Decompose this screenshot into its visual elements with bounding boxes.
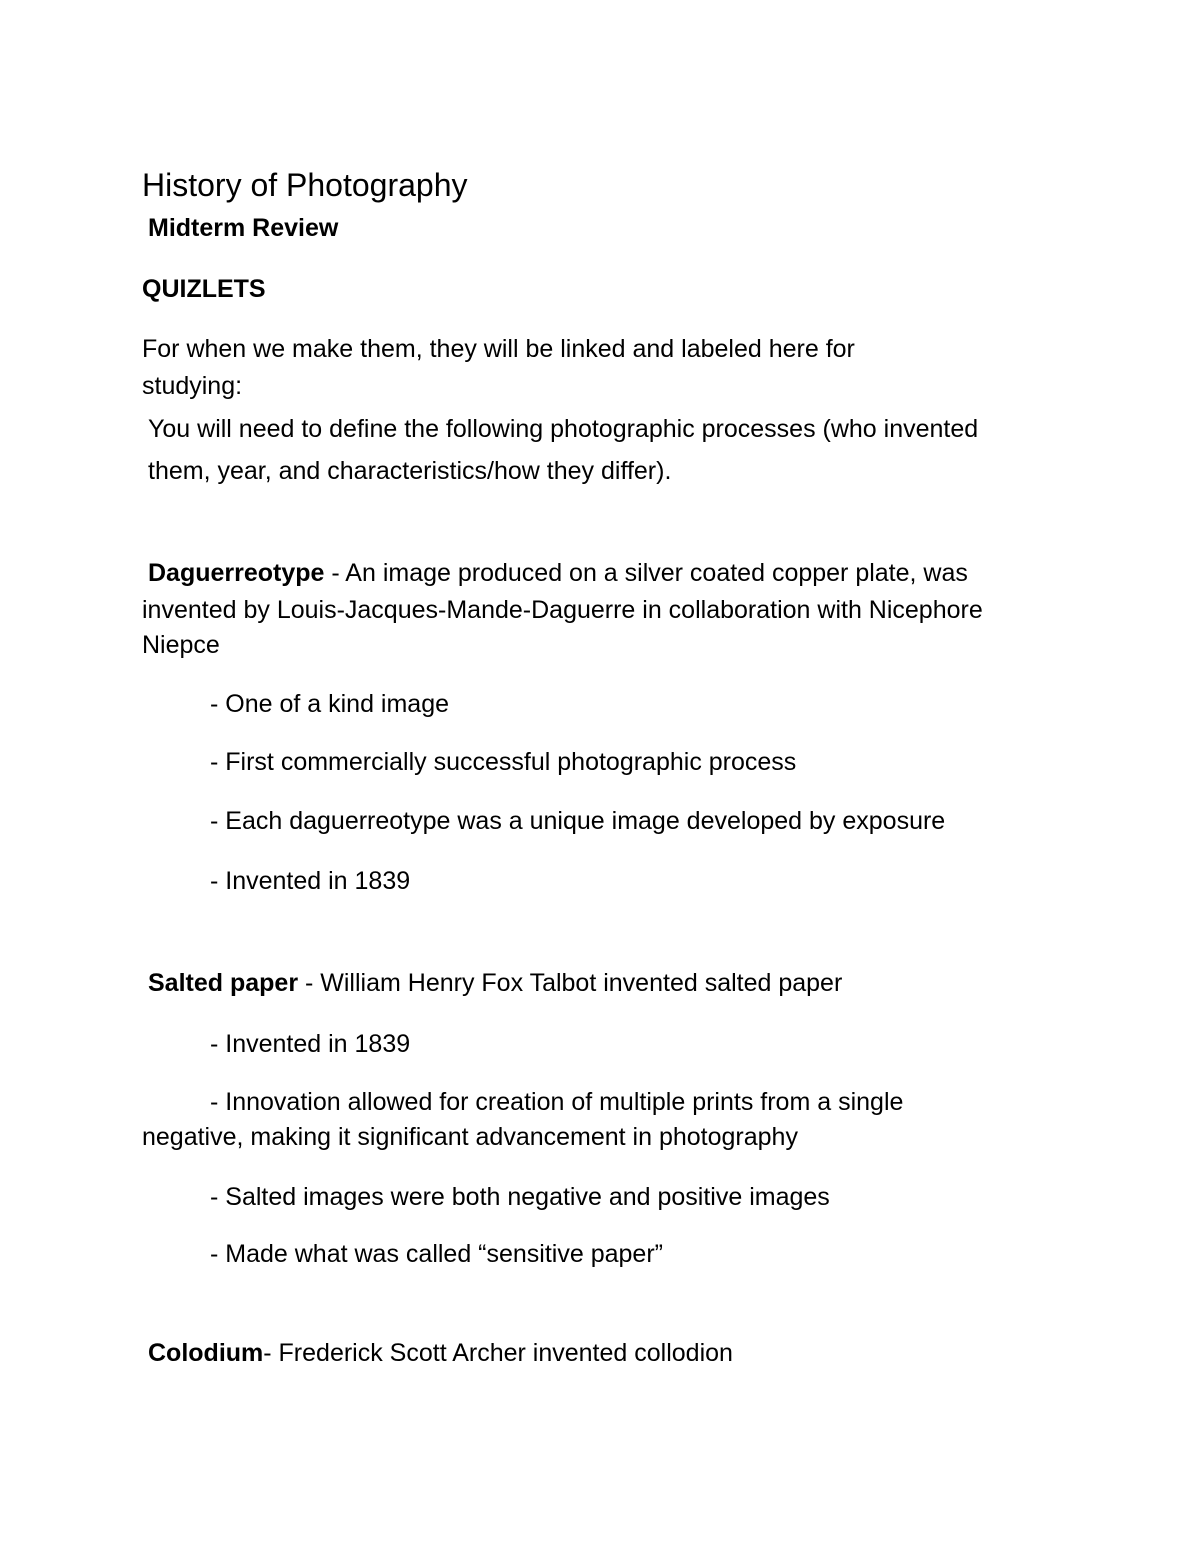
process-definition-line: invented by Louis-Jacques-Mande-Daguerre in collaboration with Nicephore xyxy=(142,596,983,624)
bullet-item: - Each daguerreotype was a unique image developed by exposure xyxy=(210,807,946,835)
bullet-item: - First commercially successful photographic process xyxy=(210,748,797,776)
process-definition: - William Henry Fox Talbot invented salted paper xyxy=(298,969,843,997)
bullet-item: - Salted images were both negative and positive images xyxy=(210,1183,830,1211)
bullet-item: - Invented in 1839 xyxy=(210,867,411,895)
bullet-item-continuation: negative, making it significant advancement in photography xyxy=(142,1123,798,1151)
process-definition: - Frederick Scott Archer invented collodion xyxy=(263,1339,733,1367)
page-subtitle: Midterm Review xyxy=(148,214,339,242)
section-heading: QUIZLETS xyxy=(142,275,266,303)
process-term: Daguerreotype xyxy=(148,559,325,587)
bullet-item: - One of a kind image xyxy=(210,690,450,718)
page-title: History of Photography xyxy=(142,167,468,203)
instruction-text-line: them, year, and characteristics/how they differ). xyxy=(148,457,672,485)
process-definition-line xyxy=(148,967,842,999)
bullet-item: - Innovation allowed for creation of multiple prints from a single xyxy=(210,1088,904,1116)
bullet-item: - Invented in 1839 xyxy=(210,1030,411,1058)
process-definition-line: Niepce xyxy=(142,631,220,659)
process-term: Colodium xyxy=(148,1339,264,1367)
intro-text-line: studying: xyxy=(142,372,243,400)
instruction-text-line: You will need to define the following photographic processes (who invented xyxy=(148,415,979,443)
intro-text-line: For when we make them, they will be linked and labeled here for xyxy=(142,335,855,363)
process-definition-line xyxy=(148,557,968,589)
process-definition-line xyxy=(148,1337,733,1369)
bullet-item: - Made what was called “sensitive paper” xyxy=(210,1240,663,1268)
process-definition: - An image produced on a silver coated copper plate, was xyxy=(324,559,968,587)
process-term: Salted paper xyxy=(148,969,299,997)
